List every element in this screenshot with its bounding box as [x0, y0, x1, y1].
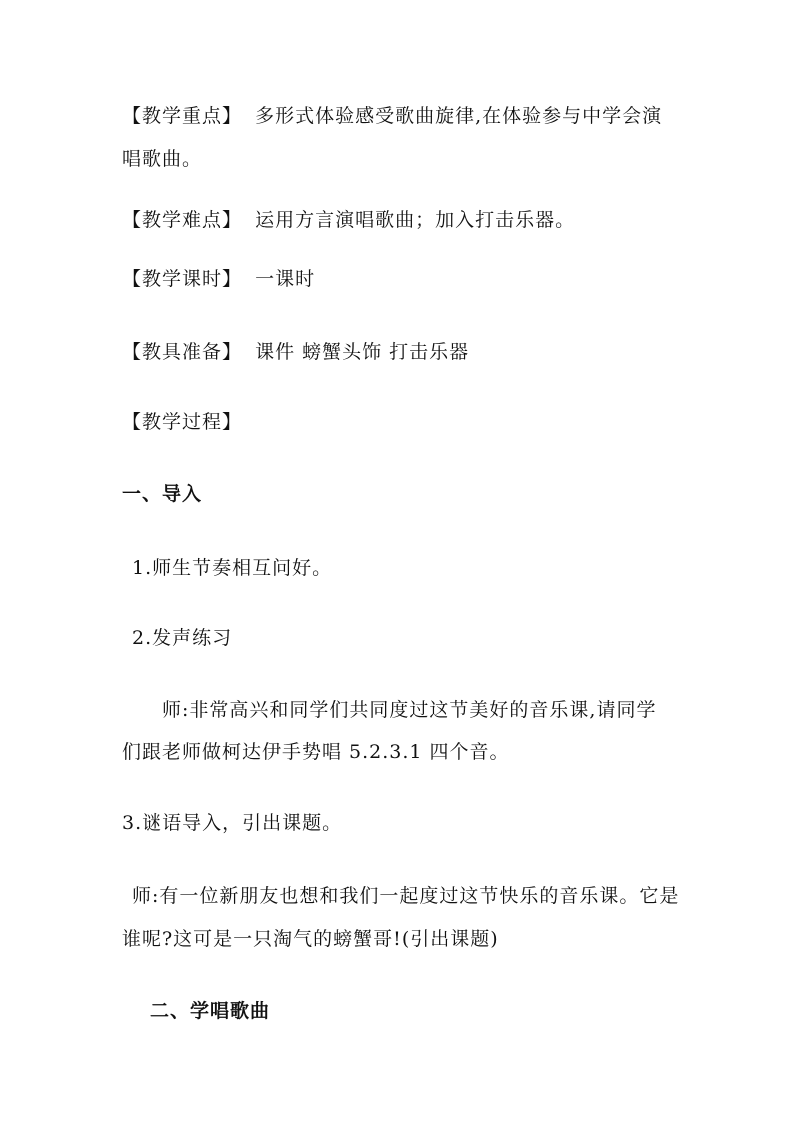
item2-text: 师:非常高兴和同学们共同度过这节美好的音乐课,请同学	[162, 699, 657, 721]
list-item-2: 2.发声练习	[132, 627, 233, 649]
focus-line	[122, 104, 662, 128]
difficulty-label: 【教学难点】	[122, 209, 243, 231]
item3-text: 师:有一位新朋友也想和我们一起度过这节快乐的音乐课。它是	[132, 885, 680, 907]
list-item-3: 3.谜语导入，引出课题。	[122, 812, 343, 834]
period-line	[122, 267, 315, 291]
process-label: 【教学过程】	[122, 411, 243, 433]
section1-heading: 一、导入	[122, 483, 203, 505]
tools-text: 课件 螃蟹头饰 打击乐器	[255, 341, 470, 363]
difficulty-text: 运用方言演唱歌曲；加入打击乐器。	[255, 209, 576, 231]
focus-text: 多形式体验感受歌曲旋律,在体验参与中学会演	[255, 105, 663, 127]
item2-text-continued: 们跟老师做柯达伊手势唱 5.2.3.1 四个音。	[122, 741, 510, 763]
period-label: 【教学课时】	[122, 268, 243, 290]
focus-text-continued: 唱歌曲。	[122, 148, 203, 170]
focus-label: 【教学重点】	[122, 105, 243, 127]
tools-label: 【教具准备】	[122, 341, 243, 363]
tools-line	[122, 340, 469, 364]
item3-text-continued: 谁呢?这可是一只淘气的螃蟹哥!(引出课题)	[122, 928, 499, 950]
period-text: 一课时	[255, 268, 316, 290]
section2-heading: 二、学唱歌曲	[150, 1000, 271, 1022]
list-item-1: 1.师生节奏相互问好。	[132, 557, 333, 579]
difficulty-line	[122, 208, 575, 232]
